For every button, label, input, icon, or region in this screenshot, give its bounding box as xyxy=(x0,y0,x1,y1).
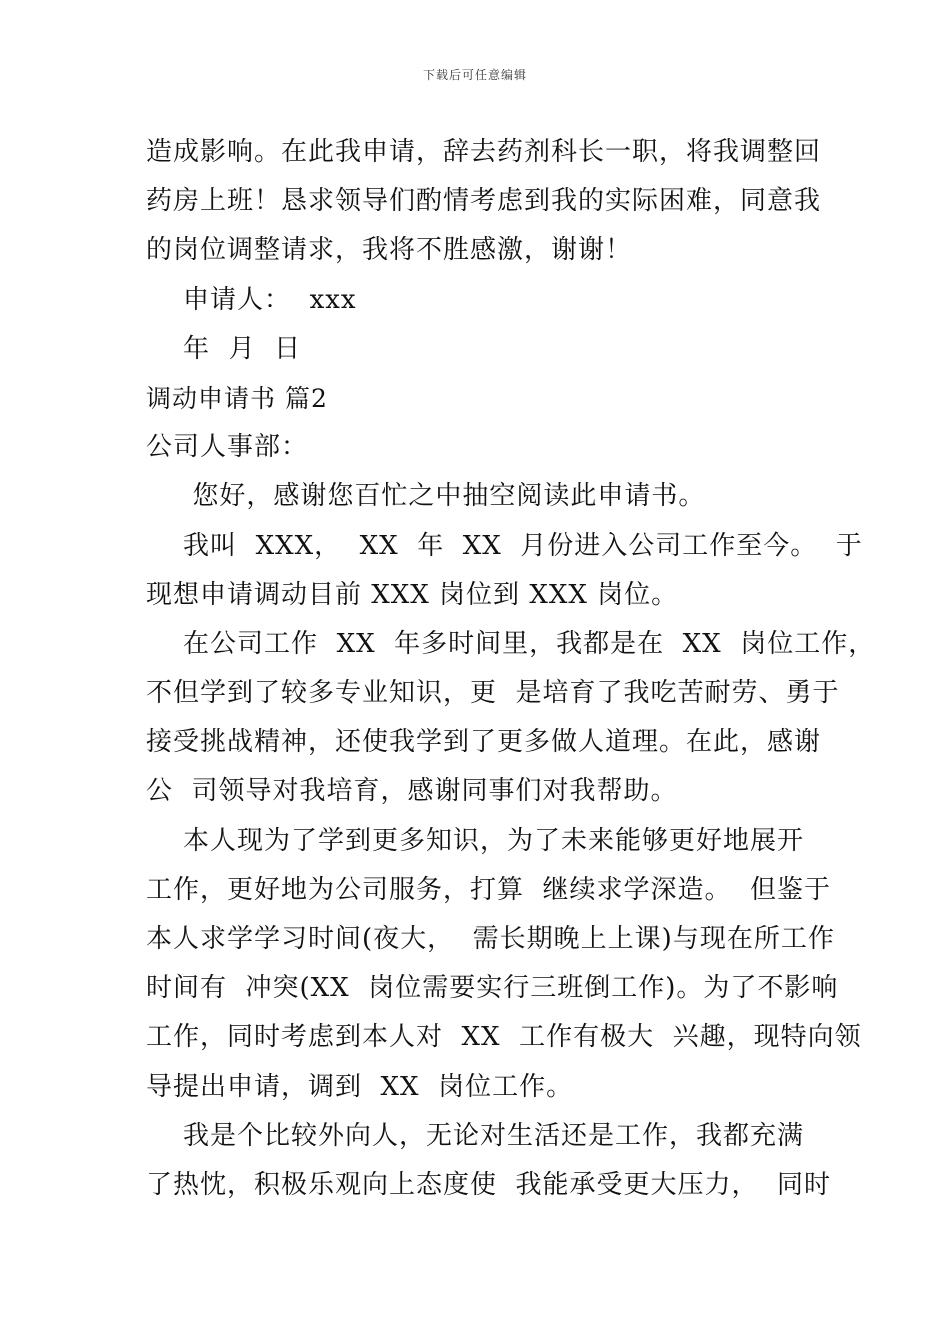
text-line: 导提出申请，调到 XX 岗位工作。 xyxy=(146,1071,574,1102)
applicant-line: 申请人： xxx xyxy=(146,284,357,315)
text-line: 公 司领导对我培育，感谢同事们对我帮助。 xyxy=(146,776,678,807)
text-line: 不但学到了较多专业知识，更 是培育了我吃苦耐劳、勇于 xyxy=(146,678,840,709)
text-line: 了热忱，积极乐观向上态度使 我能承受更大压力， 同时 xyxy=(146,1169,832,1200)
text-line: 您好，感谢您百忙之中抽空阅读此申请书。 xyxy=(146,481,706,512)
text-line: 造成影响。在此我申请，辞去药剂科长一职，将我调整回 xyxy=(146,137,822,167)
date-line: 年 月 日 xyxy=(146,333,302,364)
salutation: 公司人事部： xyxy=(146,432,309,463)
document-body xyxy=(146,128,876,1210)
text-line: 在公司工作 XX 年多时间里，我都是在 XX 岗位工作， xyxy=(146,628,876,659)
text-line: 我是个比较外向人，无论对生活还是工作，我都充满 xyxy=(146,1120,805,1151)
text-line: 本人求学学习时间(夜大， 需长期晚上上课)与现在所工作 xyxy=(146,924,835,954)
section-title: 调动申请书 篇2 xyxy=(146,383,328,413)
text-line: 现想申请调动目前 XXX 岗位到 XXX 岗位。 xyxy=(146,579,679,610)
page-header: 下载后可任意编辑 xyxy=(422,68,527,82)
text-line: 本人现为了学到更多知识，为了未来能够更好地展开 xyxy=(146,825,805,856)
text-line: 我叫 XXX， XX 年 XX 月份进入公司工作至今。 于 xyxy=(146,530,863,561)
text-line: 工作，更好地为公司服务，打算 继续求学深造。 但鉴于 xyxy=(146,874,832,905)
text-line: 药房上班！恳求领导们酌情考虑到我的实际困难，同意我 xyxy=(146,186,822,217)
text-line: 的岗位调整请求，我将不胜感激，谢谢！ xyxy=(146,235,633,266)
text-line: 接受挑战精神，还使我学到了更多做人道理。在此，感谢 xyxy=(146,727,822,758)
text-line: 工作，同时考虑到本人对 XX 工作有极大 兴趣，现特向领 xyxy=(146,1022,862,1053)
text-line: 时间有 冲突(XX 岗位需要实行三班倒工作)。为了不影响 xyxy=(146,973,839,1004)
